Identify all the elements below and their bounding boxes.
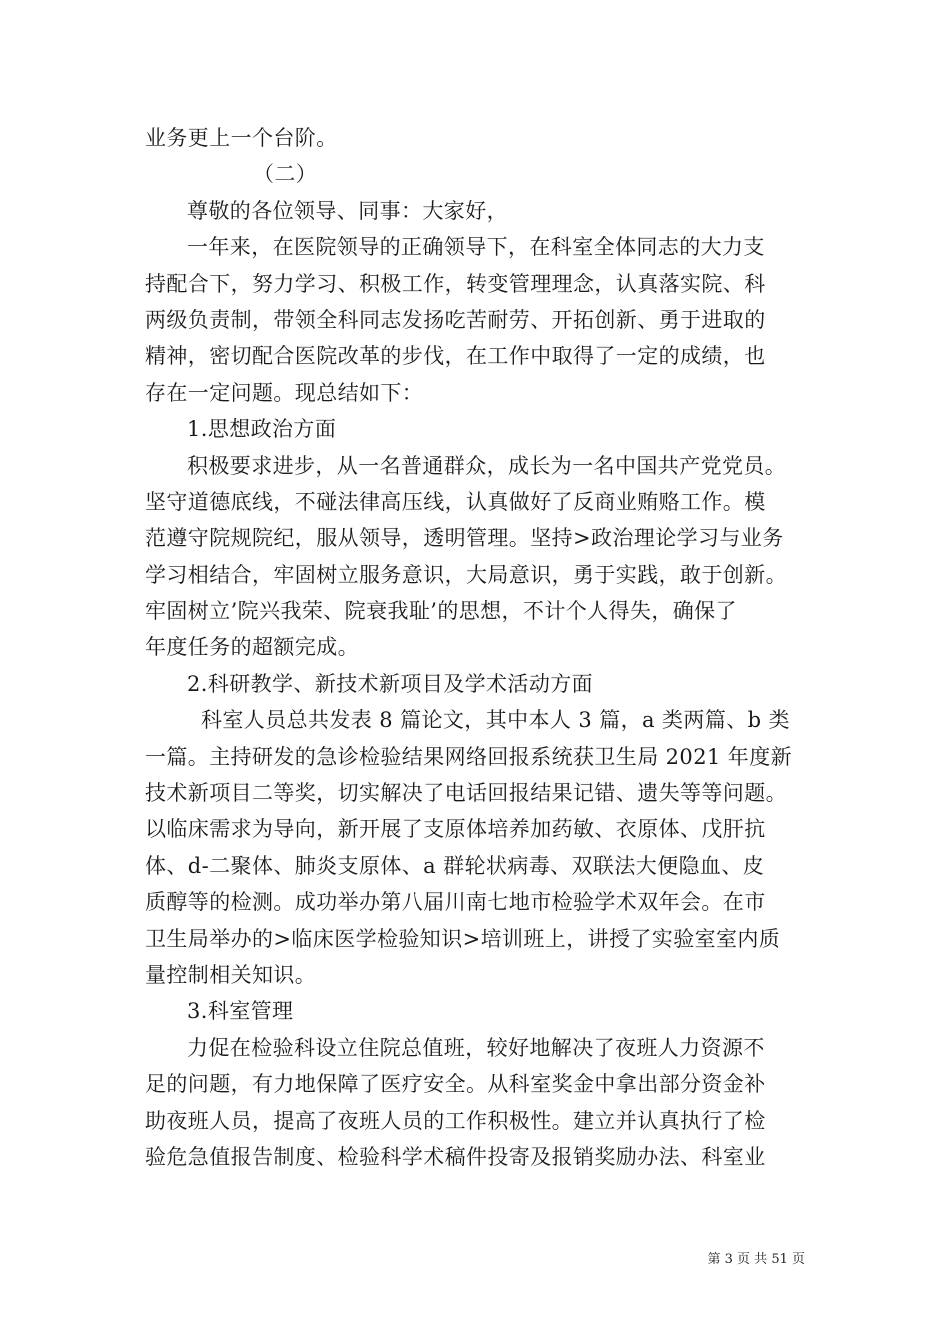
text-line: 年度任务的超额完成。 (145, 635, 359, 660)
text-line: 助夜班人员，提高了夜班人员的工作积极性。建立并认真执行了检 (145, 1108, 766, 1133)
text-line: 足的问题，有力地保障了医疗安全。从科室奖金中拿出部分资金补 (145, 1072, 766, 1097)
text-line: 力促在检验科设立住院总值班，较好地解决了夜班人力资源不 (187, 1035, 765, 1060)
text-line: 体、d-二聚体、肺炎支原体、a 群轮状病毒、双联法大便隐血、皮 (145, 853, 765, 878)
text-line: 尊敬的各位领导、同事：大家好， (187, 198, 508, 223)
text-line: 存在一定问题。现总结如下： (145, 380, 424, 405)
text-line: 卫生局举办的>临床医学检验知识>培训班上，讲授了实验室室内质 (145, 926, 781, 951)
text-line: 学习相结合，牢固树立服务意识，大局意识，勇于实践，敢于创新。 (145, 562, 787, 587)
text-line: 3.科室管理 (187, 999, 294, 1024)
text-line: 一篇。主持研发的急诊检验结果网络回报系统获卫生局 2021 年度新 (145, 744, 792, 769)
text-line: 质醇等的检测。成功举办第八届川南七地市检验学术双年会。在市 (145, 890, 766, 915)
text-line: 2.科研教学、新技术新项目及学术活动方面 (187, 671, 594, 696)
text-line: 业务更上一个台阶。 (145, 126, 338, 150)
text-line: 两级负责制，带领全科同志发扬吃苦耐劳、开拓创新、勇于进取的 (145, 307, 766, 332)
text-line: 科室人员总共发表 8 篇论文，其中本人 3 篇，a 类两篇、b 类 (201, 708, 790, 733)
document-body (145, 120, 815, 1175)
text-line: （二） (253, 162, 318, 187)
text-line: 量控制相关知识。 (145, 962, 317, 987)
text-line: 持配合下，努力学习、积极工作，转变管理理念，认真落实院、科 (145, 271, 766, 296)
text-line: 1.思想政治方面 (187, 417, 337, 442)
text-line: 坚守道德底线，不碰法律高压线，认真做好了反商业贿赂工作。模 (145, 489, 766, 514)
text-line: 一年来，在医院领导的正确领导下，在科室全体同志的大力支 (187, 235, 765, 260)
text-line: 精神，密切配合医院改革的步伐，在工作中取得了一定的成绩，也 (145, 344, 766, 369)
text-line: 范遵守院规院纪，服从领导，透明管理。坚持>政治理论学习与业务 (145, 526, 784, 551)
text-line: 以临床需求为导向，新开展了支原体培养加药敏、衣原体、戊肝抗 (145, 817, 766, 842)
text-line: 验危急值报告制度、检验科学术稿件投寄及报销奖励办法、科室业 (145, 1144, 766, 1169)
text-line: 技术新项目二等奖，切实解决了电话回报结果记错、遗失等等问题。 (145, 781, 787, 806)
page-number: 第 3 页 共 51 页 (707, 1252, 805, 1267)
text-line: 积极要求进步，从一名普通群众，成长为一名中国共产党党员。 (187, 453, 787, 478)
text-line: 牢固树立’院兴我荣、院衰我耻’的思想，不计个人得失，确保了 (145, 599, 737, 624)
